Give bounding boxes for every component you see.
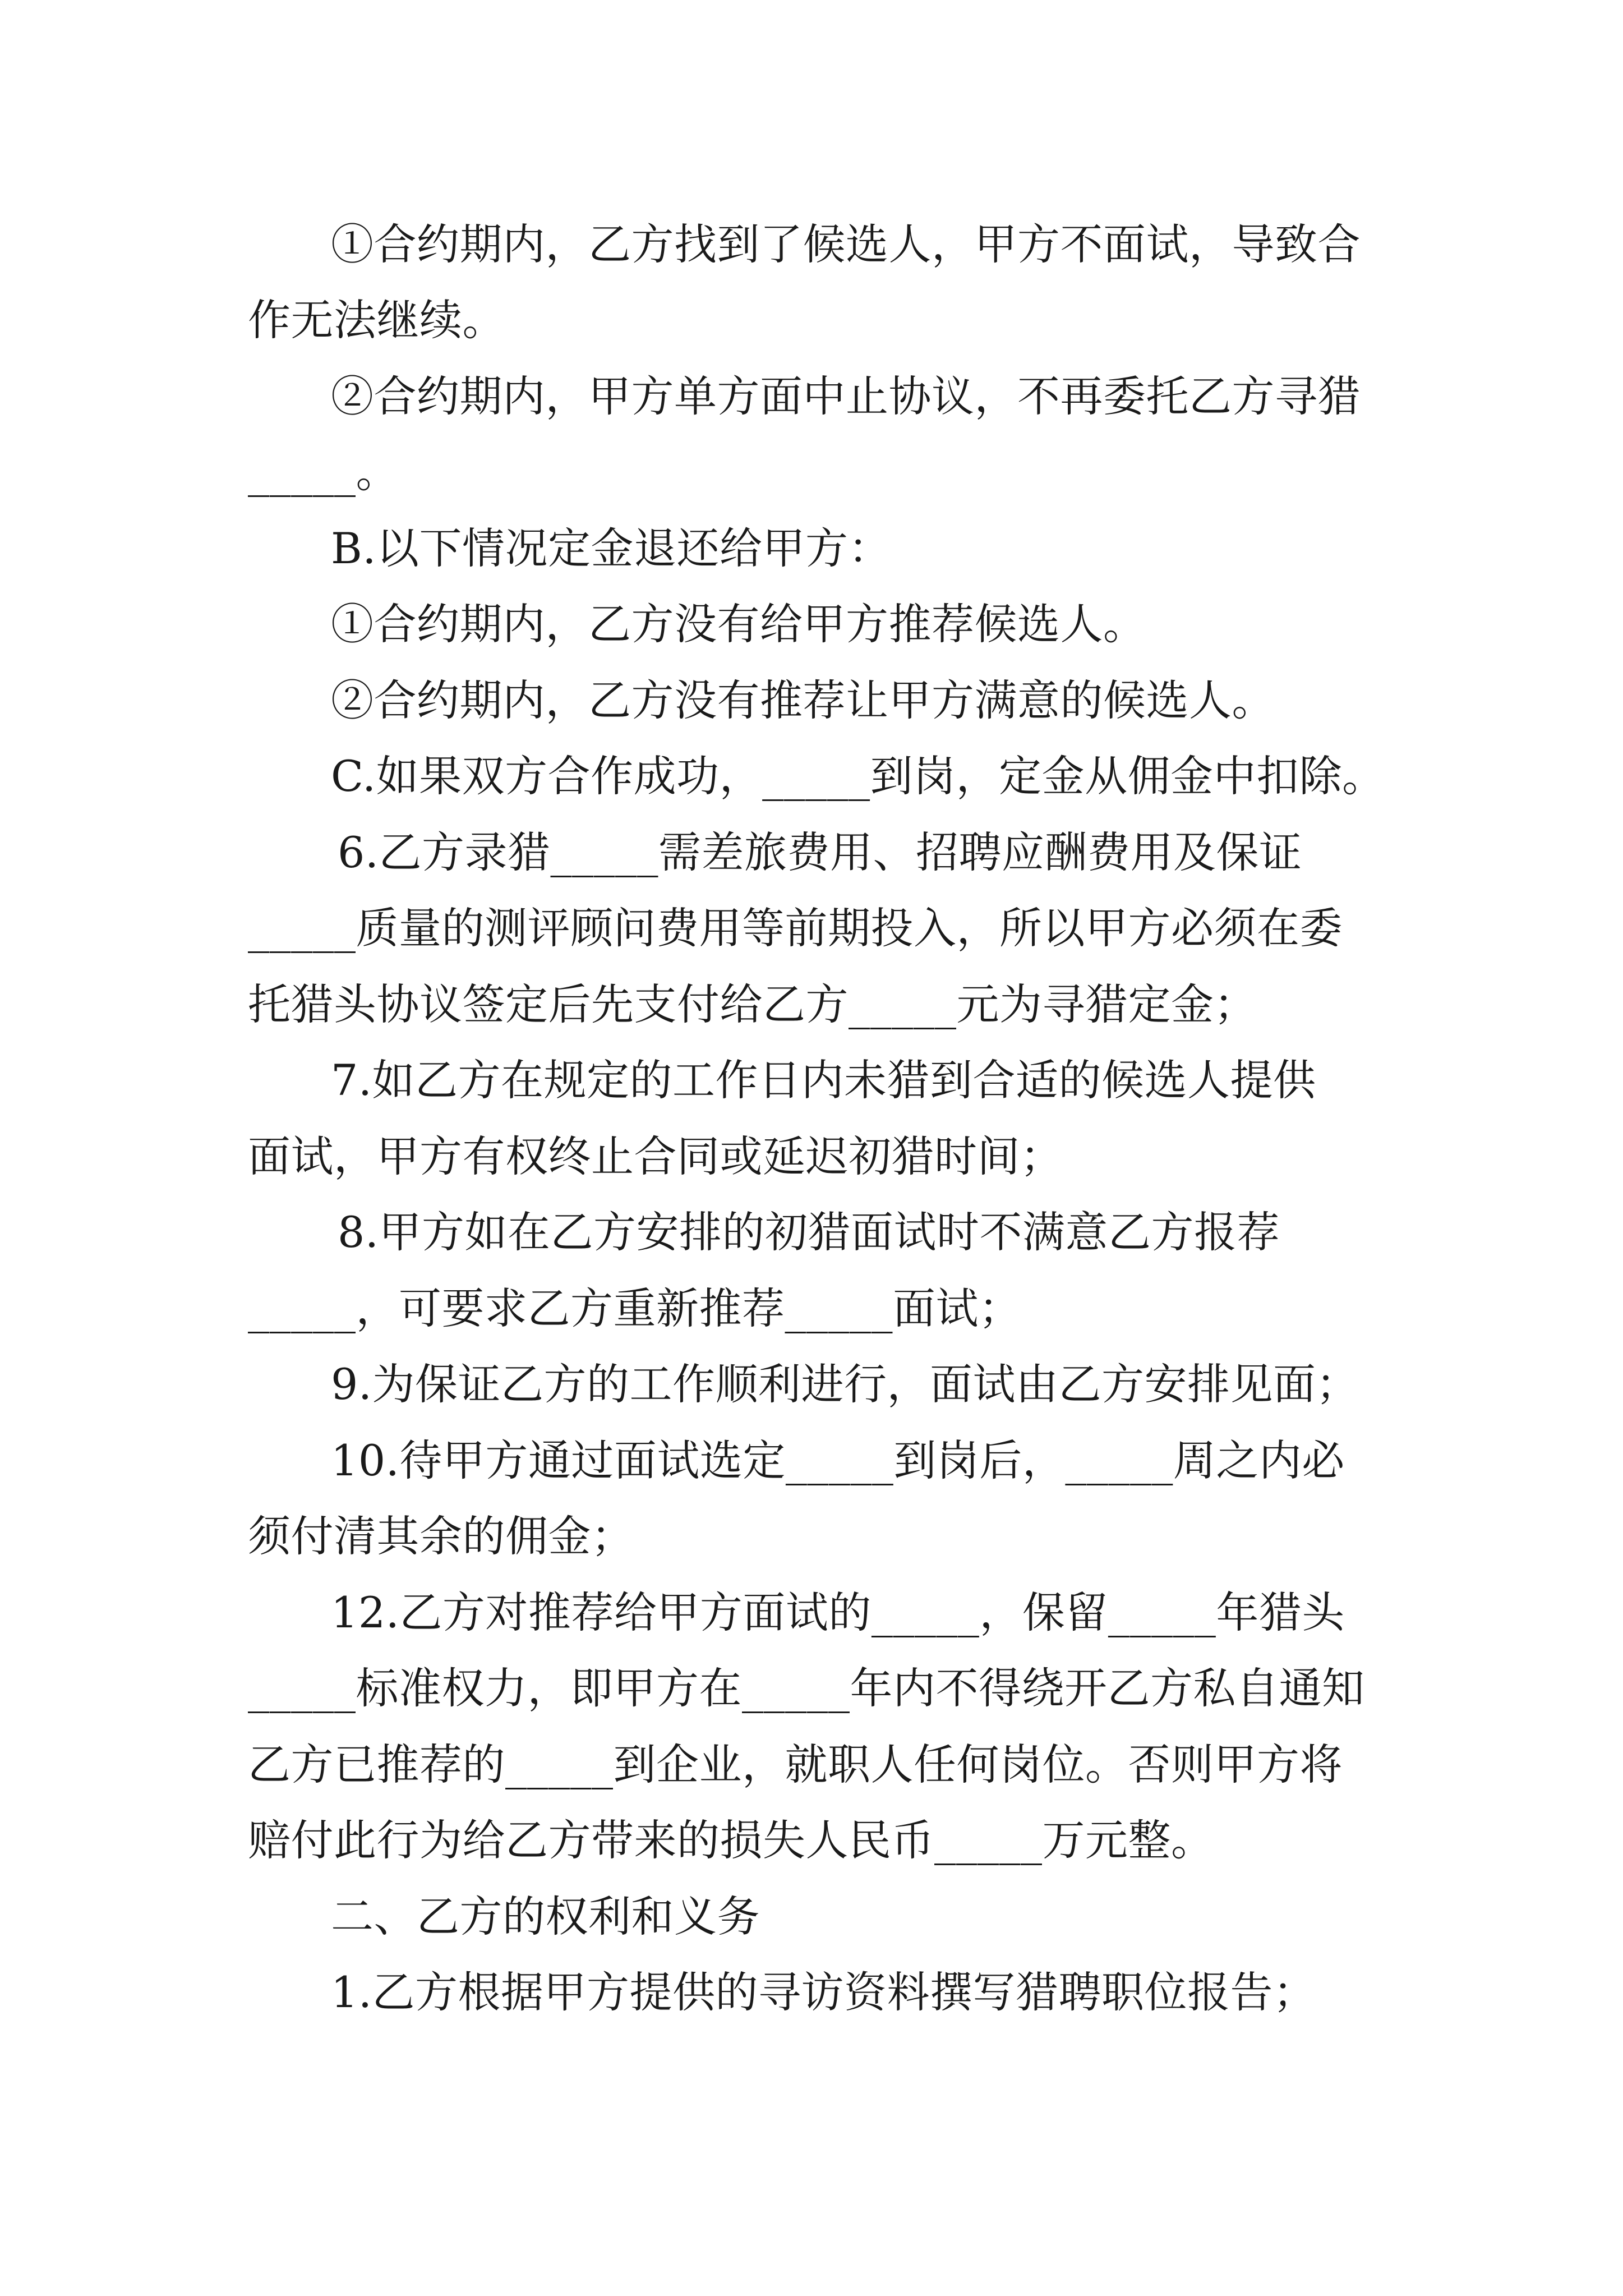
paragraph-line: 须付清其余的佣金； bbox=[248, 1511, 634, 1561]
paragraph-line: ②合约期内，乙方没有推荐让甲方满意的候选人。 bbox=[331, 675, 1275, 725]
paragraph-line: 7.如乙方在规定的工作日内未猎到合适的候选人提供 bbox=[331, 1055, 1316, 1105]
paragraph-line: 9.为保证乙方的工作顺利进行，面试由乙方安排见面； bbox=[331, 1359, 1359, 1409]
paragraph-line: _____标准权力，即甲方在_____年内不得绕开乙方私自通知 bbox=[248, 1663, 1365, 1713]
paragraph-line: 托猎头协议签定后先支付给乙方_____元为寻猎定金； bbox=[248, 979, 1257, 1029]
paragraph-line: _____质量的测评顾问费用等前期投入，所以甲方必须在委 bbox=[248, 903, 1343, 953]
paragraph-line: 面试，甲方有权终止合同或延迟初猎时间； bbox=[248, 1131, 1063, 1181]
paragraph-line: B.以下情况定金退还给甲方： bbox=[331, 523, 892, 573]
paragraph-line: 10.待甲方通过面试选定_____到岗后，_____周之内必 bbox=[331, 1435, 1345, 1485]
paragraph-line: 乙方已推荐的_____到企业，就职人任何岗位。否则甲方将 bbox=[248, 1740, 1343, 1789]
paragraph-line: 6.乙方录猎_____需差旅费用、招聘应酬费用及保证 bbox=[338, 827, 1302, 877]
paragraph-line: 12.乙方对推荐给甲方面试的_____，保留_____年猎头 bbox=[331, 1588, 1345, 1637]
paragraph-line: ①合约期内，乙方没有给甲方推荐候选人。 bbox=[331, 599, 1146, 649]
paragraph-line: 8.甲方如在乙方安排的初猎面试时不满意乙方报荐 bbox=[338, 1207, 1280, 1257]
paragraph-line: C.如果双方合作成功，_____到岗，定金从佣金中扣除。 bbox=[331, 751, 1385, 801]
paragraph-line: 作无法继续。 bbox=[248, 295, 505, 345]
paragraph-line: _____。 bbox=[248, 447, 399, 497]
paragraph-line: 1.乙方根据甲方提供的寻访资料撰写猎聘职位报告； bbox=[331, 1967, 1316, 2017]
section-heading: 二、乙方的权利和义务 bbox=[331, 1892, 760, 1941]
paragraph-line: 赔付此行为给乙方带来的损失人民币_____万元整。 bbox=[248, 1815, 1214, 1865]
paragraph-line: _____，可要求乙方重新推荐_____面试； bbox=[248, 1283, 1022, 1333]
paragraph-line: ②合约期内，甲方单方面中止协议，不再委托乙方寻猎 bbox=[331, 371, 1361, 421]
paragraph-line: ①合约期内，乙方找到了候选人，甲方不面试，导致合 bbox=[331, 219, 1361, 269]
